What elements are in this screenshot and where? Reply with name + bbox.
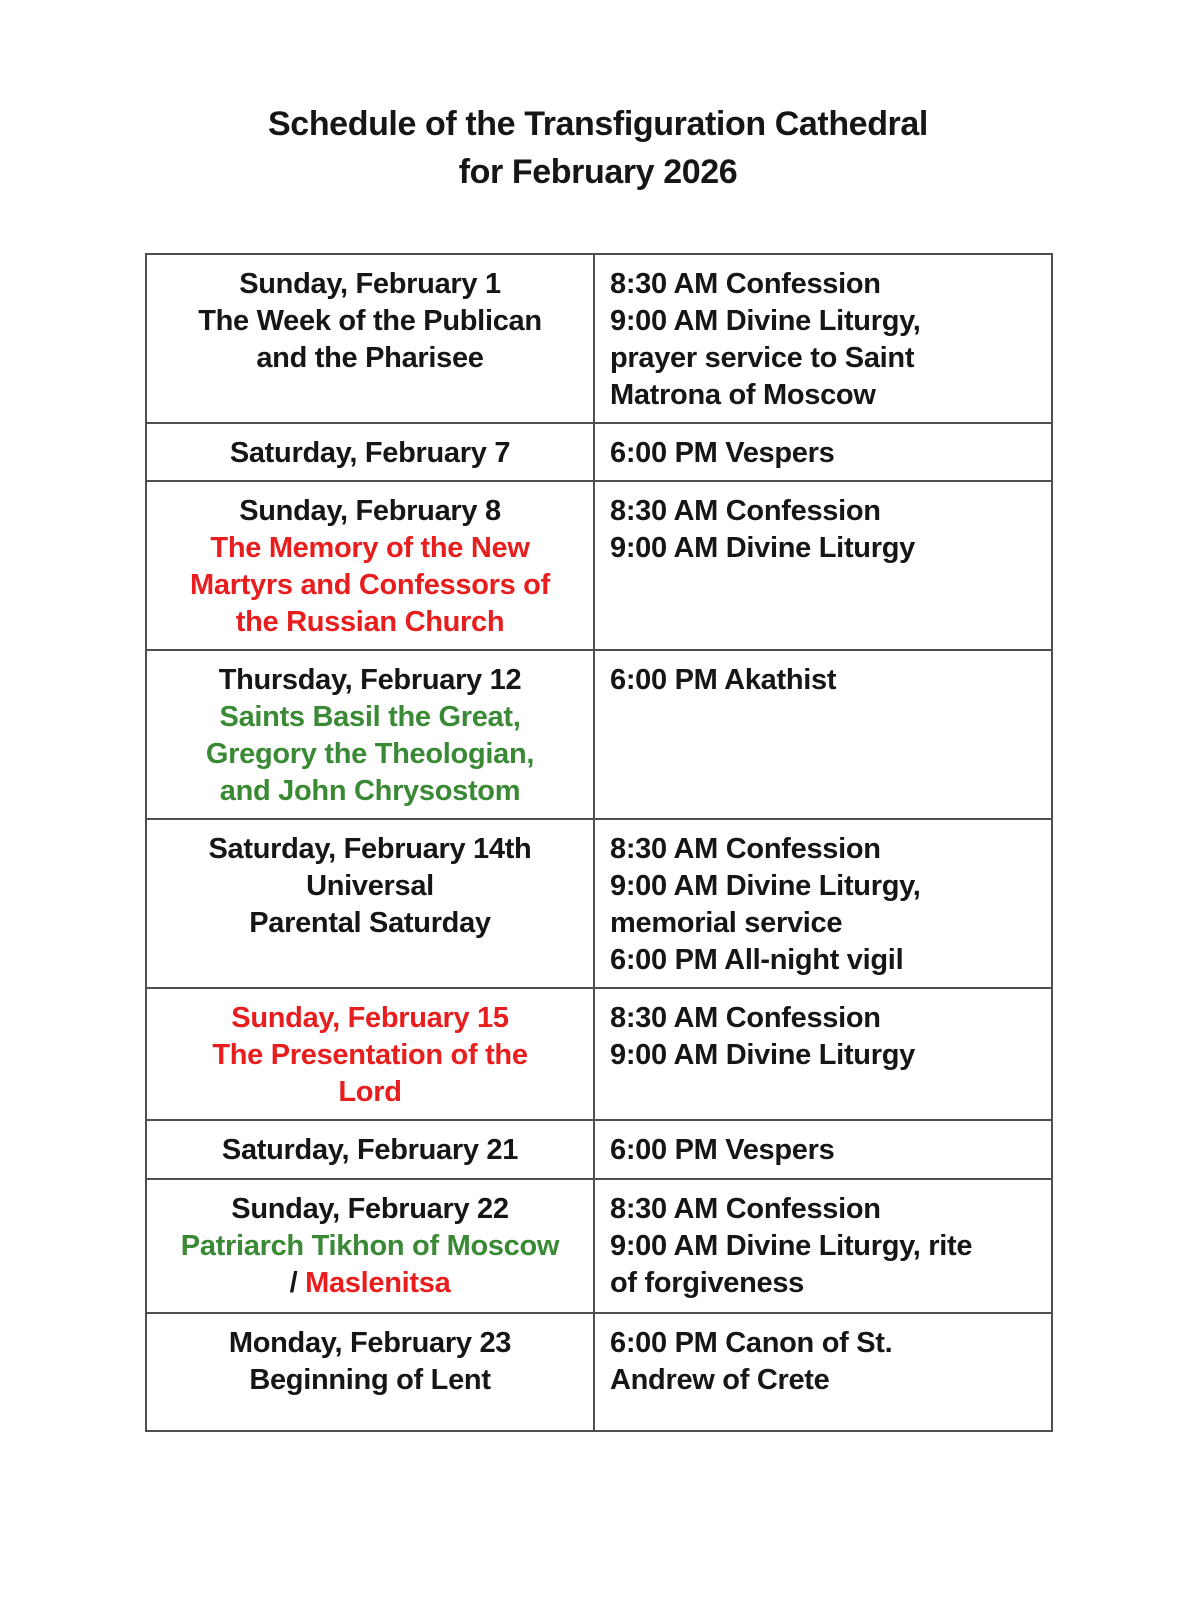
- service-line: 6:00 PM Canon of St.: [610, 1327, 893, 1359]
- date-cell: [146, 819, 594, 988]
- table-row: [146, 423, 1052, 481]
- date-text-segment: and the Pharisee: [256, 342, 484, 374]
- table-row: [146, 1120, 1052, 1179]
- date-text-segment: Sunday, February 22: [231, 1193, 509, 1225]
- date-cell: [146, 988, 594, 1120]
- service-line: 8:30 AM Confession: [610, 495, 881, 527]
- service-line: 9:00 AM Divine Liturgy,: [610, 305, 921, 337]
- page-title: [145, 100, 1051, 196]
- table-row: [146, 988, 1052, 1120]
- date-text-segment: Gregory the Theologian,: [205, 738, 535, 770]
- date-text-segment: the Russian Church: [235, 606, 505, 638]
- service-cell: [594, 423, 1052, 481]
- date-line: [153, 303, 587, 340]
- service-line: Andrew of Crete: [610, 1364, 830, 1396]
- page-title-line-1: Schedule of the Transfiguration Cathedral: [268, 105, 928, 143]
- date-line: [153, 662, 587, 699]
- schedule-table: [145, 253, 1053, 1432]
- service-line: 8:30 AM Confession: [610, 1193, 881, 1225]
- date-text-segment: Saturday, February 14th: [208, 833, 532, 865]
- date-line: [153, 831, 587, 868]
- service-cell: [594, 254, 1052, 423]
- table-row: [146, 481, 1052, 650]
- date-line: [153, 868, 587, 905]
- date-text-segment: Monday, February 23: [228, 1327, 512, 1359]
- date-line: [153, 1228, 587, 1265]
- date-text-segment: The Memory of the New: [210, 532, 530, 564]
- date-line: [153, 604, 587, 641]
- date-line: [153, 1000, 587, 1037]
- date-cell: [146, 481, 594, 650]
- date-line: [153, 530, 587, 567]
- date-line: [153, 699, 587, 736]
- service-cell: [594, 988, 1052, 1120]
- service-line: 8:30 AM Confession: [610, 833, 881, 865]
- date-line: [153, 1325, 587, 1362]
- table-row: [146, 650, 1052, 819]
- date-line: [153, 773, 587, 810]
- service-line: 8:30 AM Confession: [610, 268, 881, 300]
- date-line: [153, 1362, 587, 1399]
- table-row: [146, 1313, 1052, 1431]
- service-line: 8:30 AM Confession: [610, 1002, 881, 1034]
- date-text-segment: Beginning of Lent: [249, 1364, 491, 1396]
- service-line: 9:00 AM Divine Liturgy, rite: [610, 1230, 973, 1262]
- date-text-segment: Thursday, February 12: [218, 664, 522, 696]
- service-line: 9:00 AM Divine Liturgy: [610, 1039, 915, 1071]
- service-cell: [594, 481, 1052, 650]
- schedule-table-body: [146, 254, 1052, 1431]
- service-line: 6:00 PM Akathist: [610, 664, 837, 696]
- date-text-segment: Saturday, February 21: [221, 1134, 519, 1166]
- service-cell: [594, 1179, 1052, 1313]
- date-text-segment: Lord: [338, 1076, 402, 1108]
- service-line: of forgiveness: [610, 1267, 805, 1299]
- date-cell: [146, 650, 594, 819]
- date-text-segment: The Week of the Publican: [198, 305, 542, 337]
- date-line: [153, 493, 587, 530]
- page-title-line-2: for February 2026: [458, 153, 738, 191]
- date-text-segment: The Presentation of the: [212, 1039, 528, 1071]
- date-line: [153, 567, 587, 604]
- service-line: memorial service: [610, 907, 843, 939]
- date-text-segment: Saints Basil the Great,: [219, 701, 521, 733]
- date-cell: [146, 254, 594, 423]
- service-line: Matrona of Moscow: [610, 379, 876, 411]
- date-text-segment: Martyrs and Confessors of: [190, 569, 550, 601]
- date-line: [153, 1074, 587, 1111]
- service-cell: [594, 1120, 1052, 1179]
- service-line: prayer service to Saint: [610, 342, 915, 374]
- date-text-segment: and John Chrysostom: [219, 775, 521, 807]
- date-line: [153, 905, 587, 942]
- service-line: 6:00 PM Vespers: [610, 1134, 835, 1166]
- date-text-segment: Maslenitsa: [305, 1267, 451, 1299]
- date-text-segment: Sunday, February 8: [239, 495, 501, 527]
- date-line: [153, 1037, 587, 1074]
- date-cell: [146, 1313, 594, 1431]
- date-line: [153, 435, 587, 472]
- date-line: [153, 340, 587, 377]
- service-cell: [594, 1313, 1052, 1431]
- service-line: 6:00 PM Vespers: [610, 437, 835, 469]
- table-row: [146, 254, 1052, 423]
- date-text-segment: Parental Saturday: [249, 907, 491, 939]
- date-line: [153, 1265, 587, 1302]
- service-line: 9:00 AM Divine Liturgy: [610, 532, 915, 564]
- date-cell: [146, 1179, 594, 1313]
- table-row: [146, 819, 1052, 988]
- date-line: [153, 266, 587, 303]
- date-line: [153, 1191, 587, 1228]
- date-line: [153, 736, 587, 773]
- date-cell: [146, 1120, 594, 1179]
- date-text-segment: /: [289, 1267, 306, 1299]
- date-text-segment: Universal: [306, 870, 434, 902]
- service-line: 6:00 PM All-night vigil: [610, 944, 904, 976]
- service-cell: [594, 650, 1052, 819]
- service-cell: [594, 819, 1052, 988]
- date-text-segment: Sunday, February 15: [231, 1002, 509, 1034]
- date-line: [153, 1132, 587, 1169]
- date-text-segment: Sunday, February 1: [239, 268, 501, 300]
- date-text-segment: Patriarch Tikhon of Moscow: [180, 1230, 560, 1262]
- table-row: [146, 1179, 1052, 1313]
- date-text-segment: Saturday, February 7: [229, 437, 511, 469]
- date-cell: [146, 423, 594, 481]
- service-line: 9:00 AM Divine Liturgy,: [610, 870, 921, 902]
